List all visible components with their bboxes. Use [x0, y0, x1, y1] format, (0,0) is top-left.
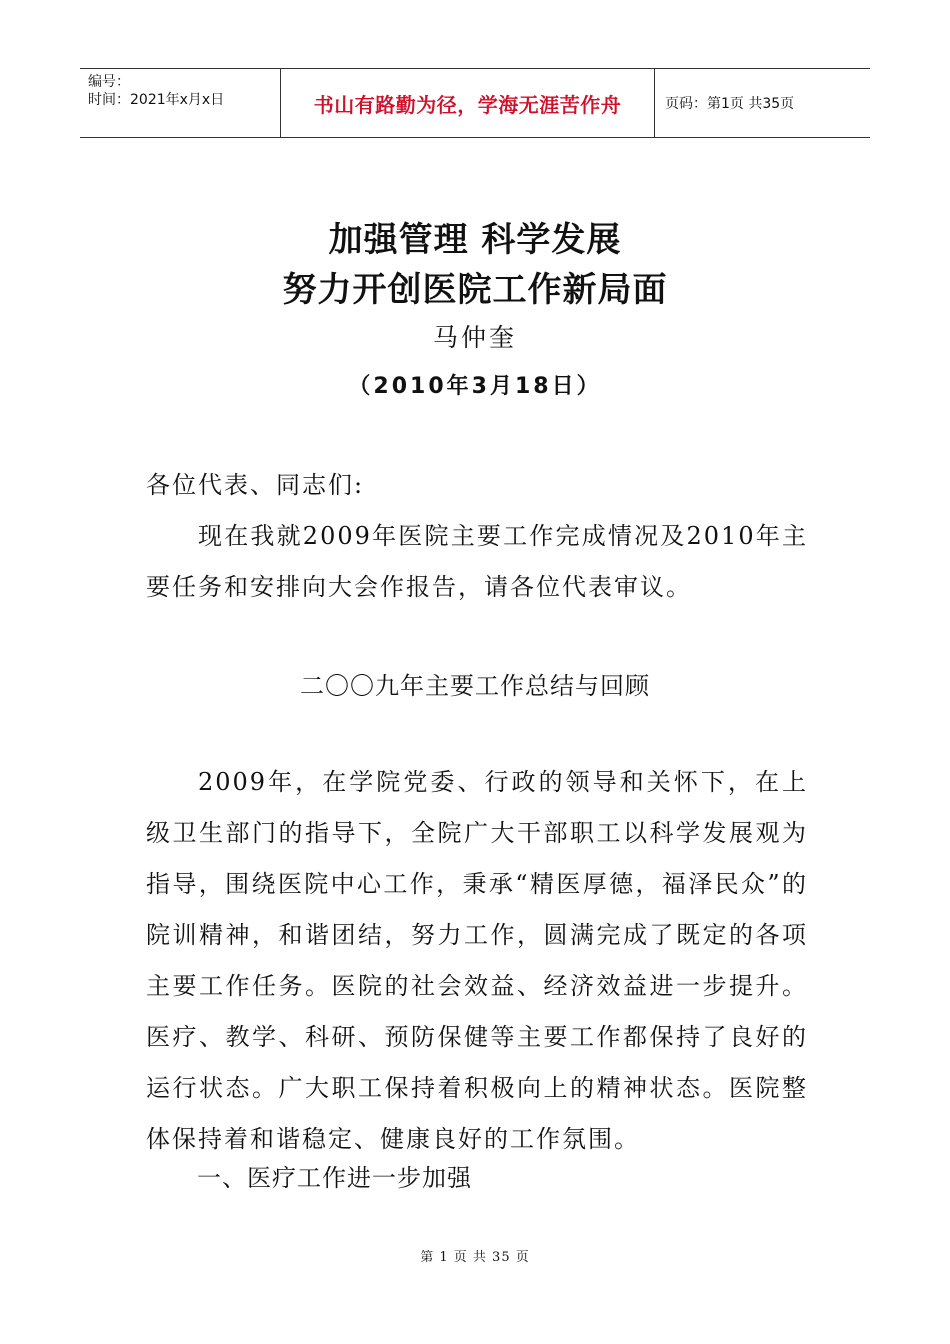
page-header [80, 68, 870, 138]
summary-paragraph: 2009年，在学院党委、行政的领导和关怀下，在上级卫生部门的指导下，全院广大干部职工以科学发展观为指导，围绕医院中心工作，秉承“精医厚德，福泽民众”的院训精神，和谐团结，努力工作，圆满完成了既定的各项主要工作任务。医院的社会效益、经济效益进一步提升。医疗、教学、科研、预防保健等主要工作都保持了良好的运行状态。广大职工保持着积极向上的精神状态。医院整体保持着和谐稳定、健康良好的工作氛围。 [146, 768, 808, 1153]
section-heading: 二〇〇九年主要工作总结与回顾 [300, 672, 650, 700]
page-footer: 第 1 页 共 35 页 [420, 1250, 530, 1265]
document-author: 马仲奎 [432, 323, 517, 352]
salutation: 各位代表、同志们: [146, 471, 365, 499]
document-title-line2: 努力开创医院工作新局面 [282, 270, 668, 310]
header-meta-cell [80, 69, 281, 137]
document-title-line1: 加强管理 科学发展 [328, 220, 622, 260]
number-label: 编号： [88, 74, 130, 90]
document-date: （2010年3月18日） [348, 374, 602, 399]
intro-paragraph: 现在我就2009年医院主要工作完成情况及2010年主要任务和安排向大会作报告，请各位代表审议。 [146, 522, 808, 601]
header-page-info: 页码：第1页 共35页 [665, 96, 795, 112]
time-label: 时间：2021年x月x日 [88, 92, 225, 108]
header-motto: 书山有路勤为径，学海无涯苦作舟 [281, 69, 655, 137]
subheading-medical-work: 一、医疗工作进一步加强 [197, 1164, 472, 1192]
